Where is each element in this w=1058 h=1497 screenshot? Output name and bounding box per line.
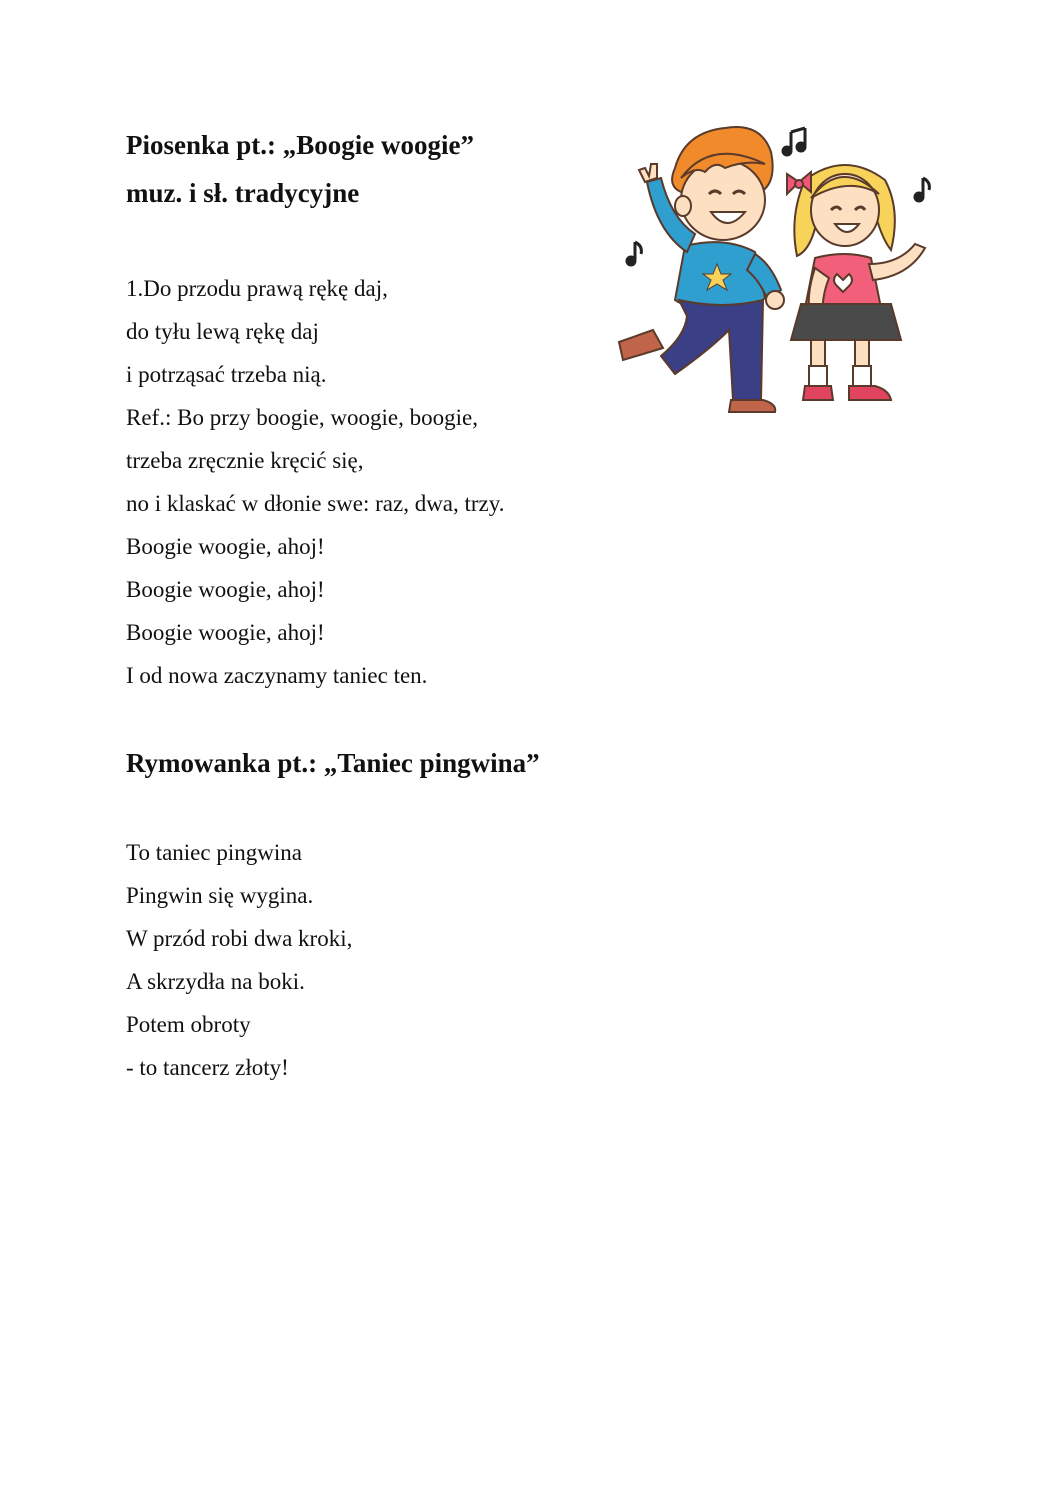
rhyme-line: A skrzydła na boki. [126, 969, 305, 994]
music-note-icon [783, 128, 805, 155]
rhyme-line: Pingwin się wygina. [126, 883, 314, 908]
lyric-line: trzeba zręcznie kręcić się, [126, 448, 364, 473]
song-title: Piosenka pt.: „Boogie woogie” [126, 130, 474, 160]
lyric-line: i potrząsać trzeba nią. [126, 362, 327, 387]
dancing-children-illustration [605, 118, 945, 413]
music-note-icon [915, 178, 929, 201]
rhyme-title: Rymowanka pt.: „Taniec pingwina” [126, 748, 540, 778]
rhyme-lines [126, 838, 352, 1096]
lyric-line: Ref.: Bo przy boogie, woogie, boogie, [126, 405, 478, 430]
lyric-line: Boogie woogie, ahoj! [126, 534, 325, 559]
rhyme-line: To taniec pingwina [126, 840, 302, 865]
lyric-line: I od nowa zaczynamy taniec ten. [126, 663, 428, 688]
lyric-line: 1.Do przodu prawą rękę daj, [126, 276, 388, 301]
song-lyrics [126, 274, 505, 704]
lyric-line: do tyłu lewą rękę daj [126, 319, 319, 344]
music-note-icon [627, 242, 641, 265]
lyric-line: Boogie woogie, ahoj! [126, 577, 325, 602]
song-subtitle: muz. i sł. tradycyjne [126, 178, 360, 208]
girl-figure [787, 165, 925, 400]
rhyme-line: Potem obroty [126, 1012, 251, 1037]
boy-figure [619, 127, 784, 412]
lyric-line: Boogie woogie, ahoj! [126, 620, 325, 645]
rhyme-line: W przód robi dwa kroki, [126, 926, 353, 951]
lyric-line: no i klaskać w dłonie swe: raz, dwa, trzy. [126, 491, 505, 516]
rhyme-line: - to tancerz złoty! [126, 1055, 289, 1080]
